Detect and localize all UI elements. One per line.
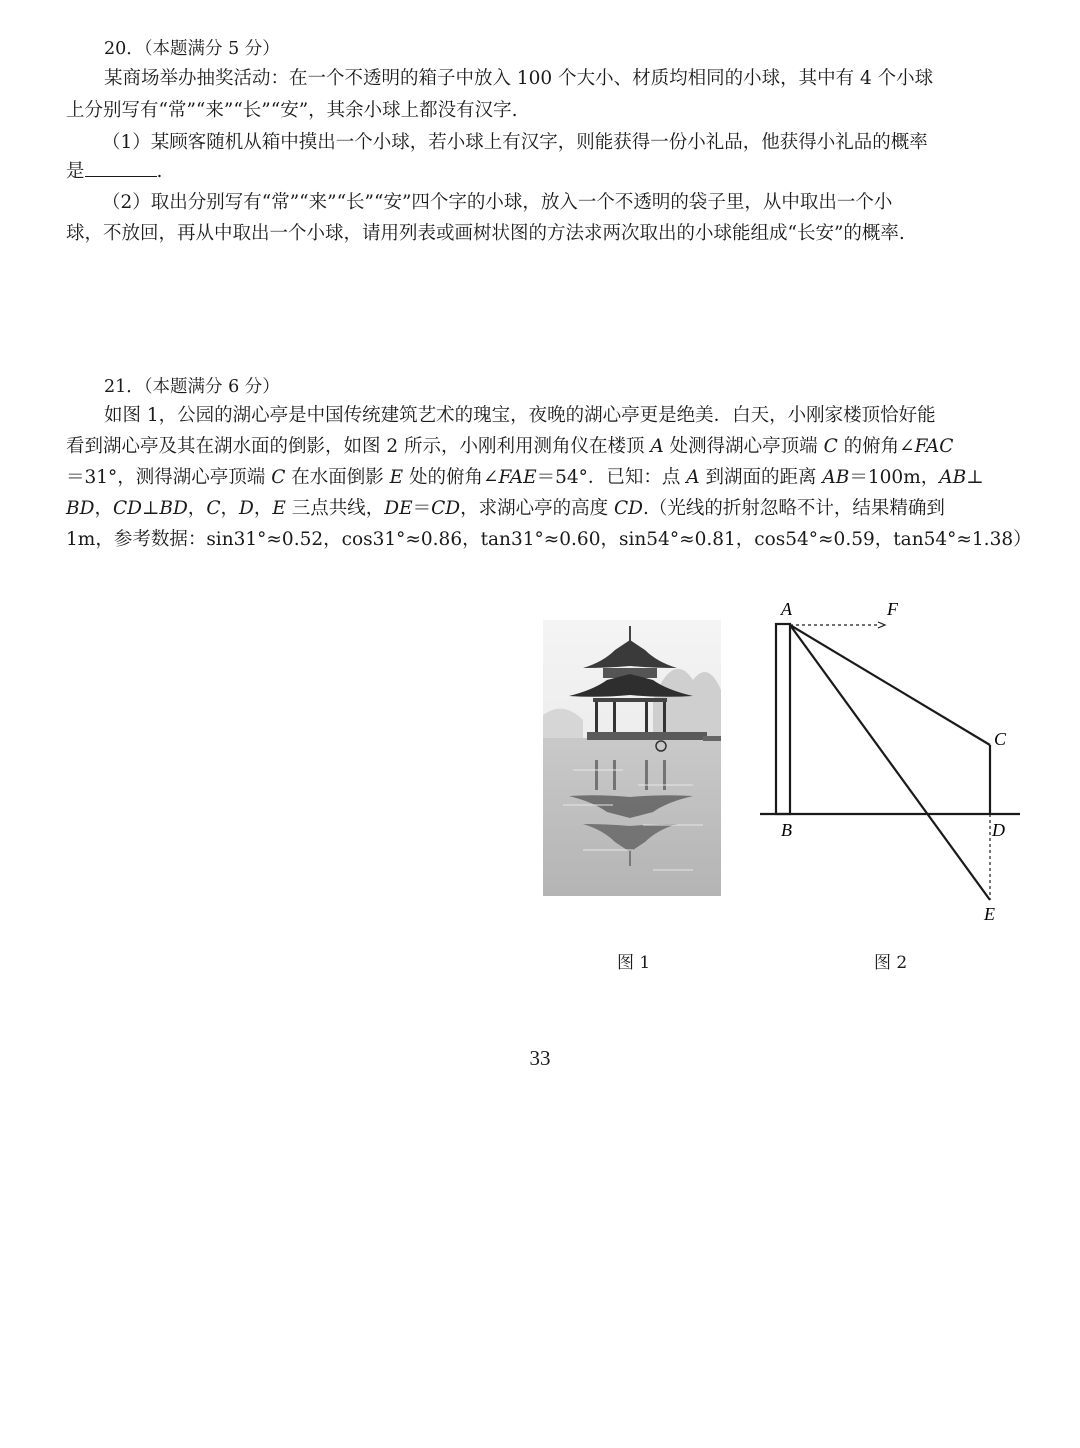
q21-line1: 如图 1，公园的湖心亭是中国传统建筑艺术的瑰宝，夜晚的湖心亭更是绝美．白天，小刚家楼顶恰好能 (104, 405, 936, 426)
q20-part1-prefix: 是 (66, 161, 85, 182)
figure2-caption: 图 2 (874, 953, 908, 973)
q20-part1-line2 (66, 158, 162, 185)
label-E: E (984, 904, 995, 924)
q20-part1-suffix: . (156, 161, 163, 182)
line-AE (790, 625, 990, 900)
figure1-pavilion-photo (543, 620, 721, 896)
label-D: D (992, 820, 1005, 840)
q20-stem-line1: 某商场举办抽奖活动：在一个不透明的箱子中放入 100 个大小、材质均相同的小球，其中有 4 个小球 (104, 68, 934, 89)
q21-line5: 1m，参考数据：sin31°≈0.52，cos31°≈0.86，tan31°≈0.60，sin54°≈0.81，cos54°≈0.59，tan54°≈1.38） (66, 529, 1032, 550)
label-C: C (994, 729, 1007, 749)
arrow-F-icon (878, 622, 885, 628)
q21-line3: ＝31°，测得湖心亭顶端 C 在水面倒影 E 处的俯角∠FAE＝54°．已知：点 A 到湖面的距离 AB＝100m，AB⊥ (66, 467, 984, 488)
q21-header: 21．（本题满分 6 分） (104, 377, 280, 397)
building (776, 624, 790, 814)
q20-part2-line1: （2）取出分别写有“常”“来”“长”“安”四个字的小球，放入一个不透明的袋子里，从中取出一个小 (102, 192, 893, 213)
line-AC (790, 625, 990, 745)
page-number: 33 (529, 1046, 551, 1070)
q20-part1-line1: （1）某顾客随机从箱中摸出一个小球，若小球上有汉字，则能获得一份小礼品，他获得小礼品的概率 (102, 132, 928, 153)
q20-part2-line2: 球，不放回，再从中取出一个小球，请用列表或画树状图的方法求两次取出的小球能组成“长安”的概率. (66, 223, 905, 244)
figure2-diagram (750, 590, 1040, 935)
q21-line4: BD，CD⊥BD，C，D，E 三点共线，DE＝CD，求湖心亭的高度 CD.（光线的折射忽略不计，结果精确到 (66, 498, 945, 519)
figure1-caption: 图 1 (617, 953, 651, 973)
q20-header: 20．（本题满分 5 分） (104, 39, 280, 59)
label-A: A (781, 599, 792, 619)
q21-line2: 看到湖心亭及其在湖水面的倒影，如图 2 所示，小刚利用测角仪在楼顶 A 处测得湖心亭顶端 C 的俯角∠FAC (66, 436, 954, 457)
q20-stem-line2: 上分别写有“常”“来”“长”“安”，其余小球上都没有汉字. (66, 100, 518, 121)
label-F: F (887, 599, 898, 619)
answer-blank (85, 158, 157, 177)
label-B: B (781, 820, 792, 840)
